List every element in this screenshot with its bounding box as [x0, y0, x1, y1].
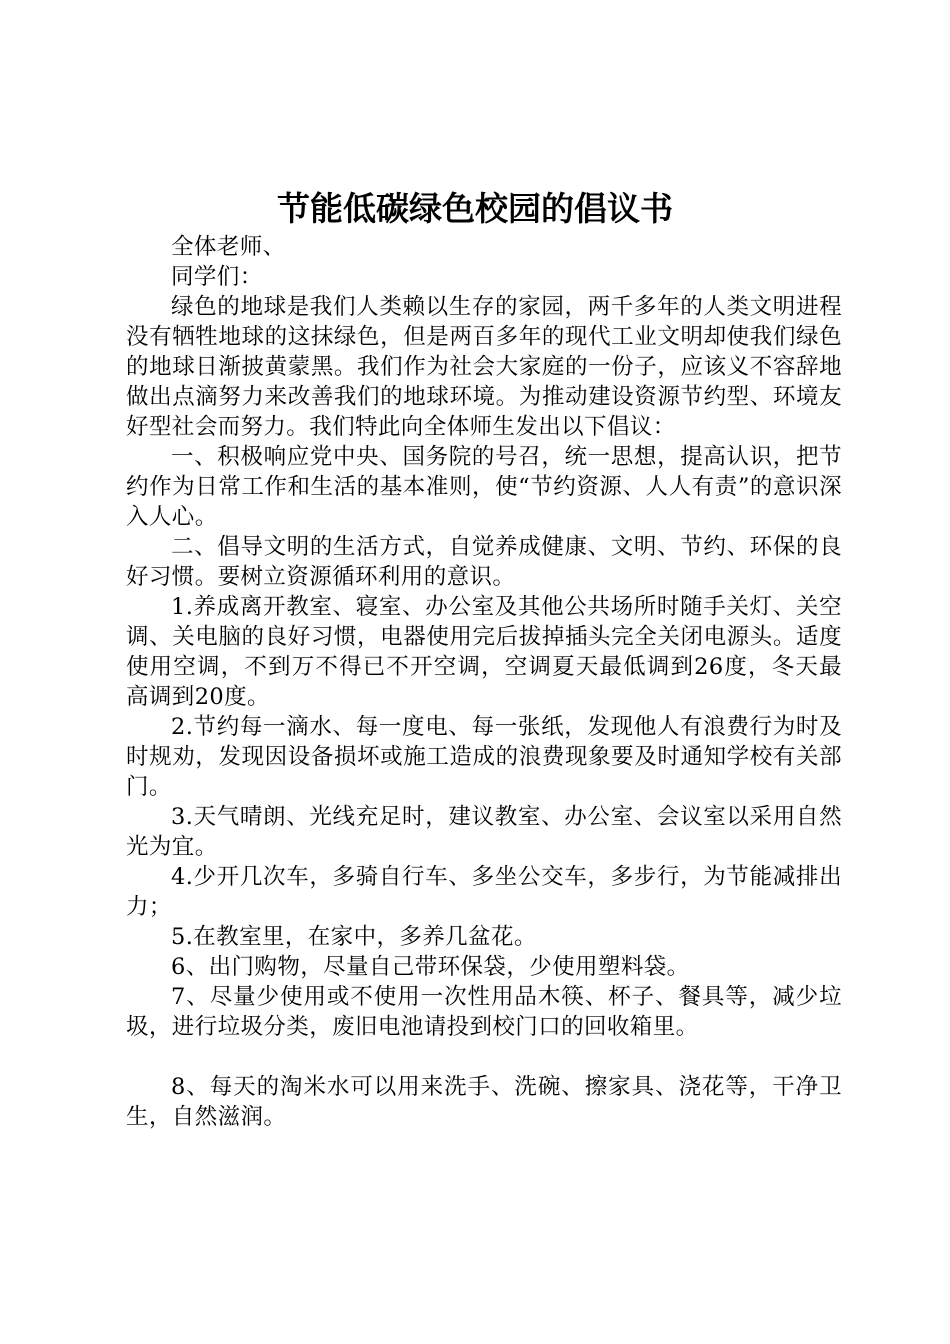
proposal-2: 二、倡导文明的生活方式，自觉养成健康、文明、节约、环保的良好习惯。要树立资源循环利用的意识。 [126, 534, 842, 590]
document-body [126, 232, 842, 1132]
item-7: 7、尽量少使用或不使用一次性用品木筷、杯子、餐具等，减少垃圾，进行垃圾分类，废旧电池请投到校门口的回收箱里。 [126, 984, 842, 1040]
intro-paragraph: 绿色的地球是我们人类赖以生存的家园，两千多年的人类文明进程没有牺牲地球的这抹绿色，但是两百多年的现代工业文明却使我们绿色的地球日渐披黄蒙黑。我们作为社会大家庭的一份子，应该义不容辞地做出点滴努力来改善我们的地球环境。为推动建设资源节约型、环境友好型社会而努力。我们特此向全体师生发出以下倡议： [126, 294, 842, 440]
item-6: 6、出门购物，尽量自己带环保袋，少使用塑料袋。 [171, 954, 690, 980]
salutation-line-2: 同学们： [171, 264, 263, 290]
item-5: 5.在教室里，在家中，多养几盆花。 [171, 924, 537, 950]
item-2: 2.节约每一滴水、每一度电、每一张纸，发现他人有浪费行为时及时规劝，发现因设备损坏或施工造成的浪费现象要及时通知学校有关部门。 [126, 714, 842, 800]
item-3: 3.天气晴朗、光线充足时，建议教室、办公室、会议室以采用自然光为宜。 [126, 804, 842, 860]
item-1: 1.养成离开教室、寝室、办公室及其他公共场所时随手关灯、关空调、关电脑的良好习惯，电器使用完后拔掉插头完全关闭电源头。适度使用空调，不到万不得已不开空调，空调夏天最低调到26度，冬天最高调到20度。 [126, 594, 842, 710]
proposal-1: 一、积极响应党中央、国务院的号召，统一思想，提高认识，把节约作为日常工作和生活的基本准则，使“节约资源、人人有责”的意识深入人心。 [126, 444, 842, 530]
item-8: 8、每天的淘米水可以用来洗手、洗碗、擦家具、浇花等，干净卫生，自然滋润。 [126, 1074, 842, 1130]
salutation-line-1: 全体老师、 [171, 234, 286, 260]
blank-line [126, 1042, 842, 1072]
item-4: 4.少开几次车，多骑自行车、多坐公交车，多步行，为节能减排出力； [126, 864, 842, 920]
document-title: 节能低碳绿色校园的倡议书 [277, 189, 673, 228]
